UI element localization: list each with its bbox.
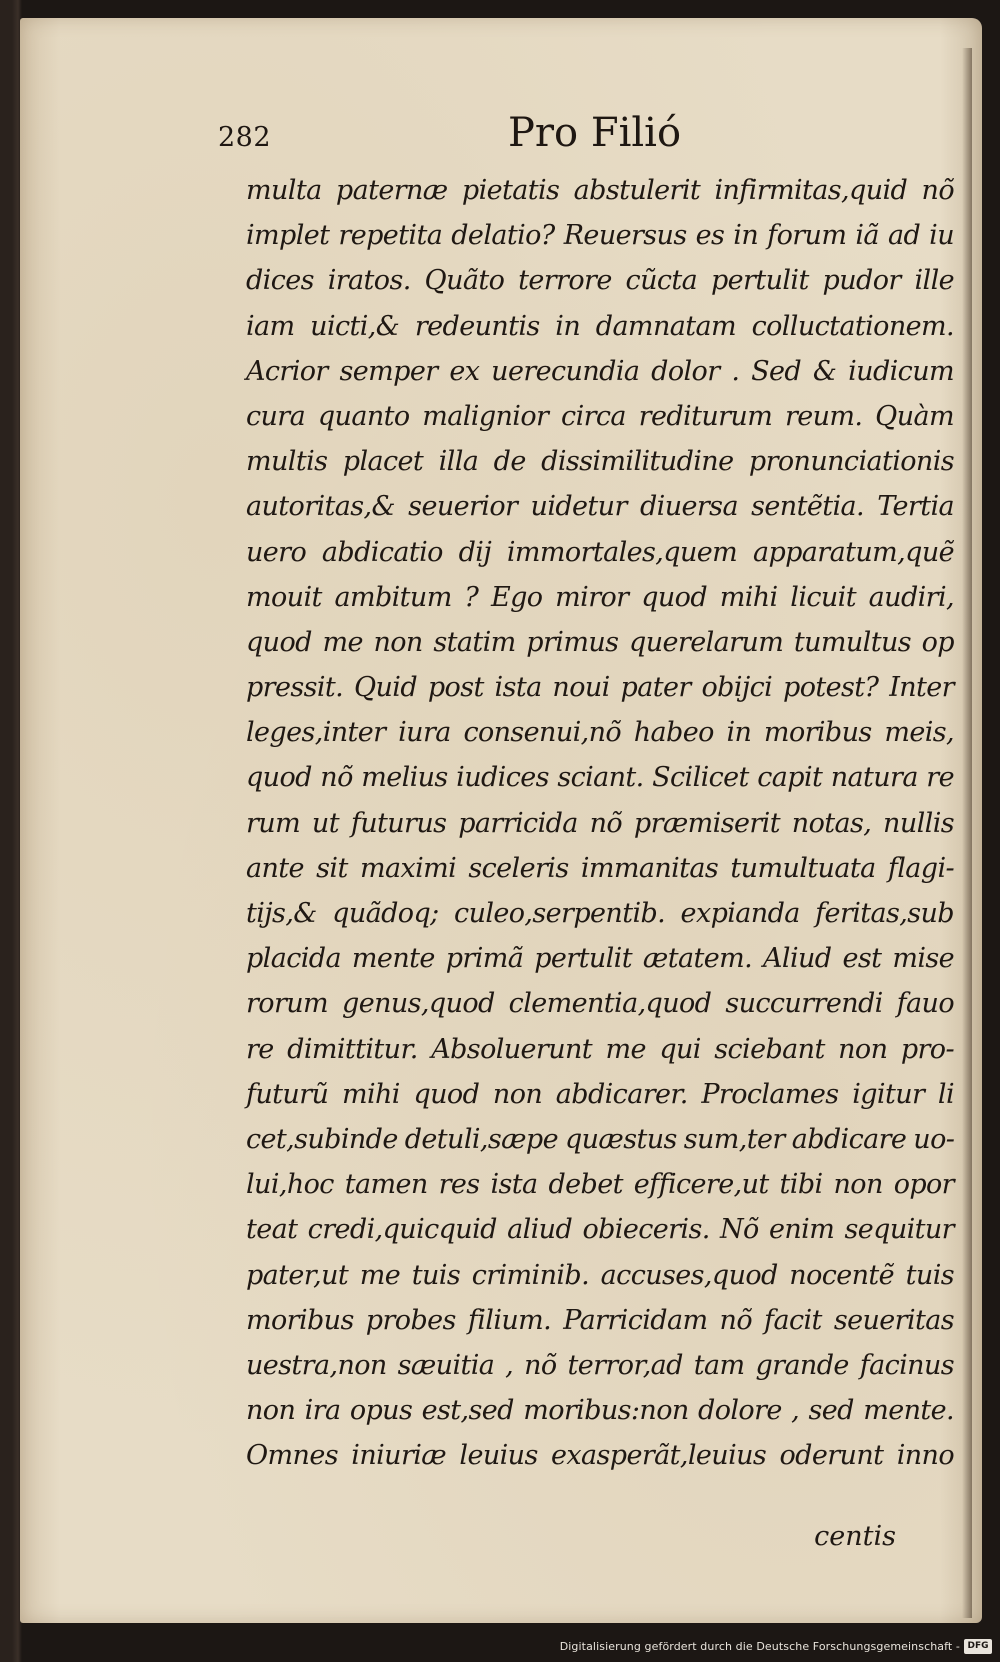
text-line: uestra,non sæuitia , nõ terror,ad tam grande facinus bbox=[246, 1349, 954, 1381]
catchword: centis bbox=[814, 1521, 896, 1552]
page-number: 282 bbox=[218, 122, 272, 153]
text-line: re dimittitur. Absoluerunt me qui sciebant non pro- bbox=[246, 1033, 954, 1065]
body-text bbox=[246, 168, 954, 1528]
text-line: multis placet illa de dissimilitudine pronunciationis bbox=[246, 446, 954, 478]
text-line: lui,hoc tamen res ista debet efficere,ut tibi non opor bbox=[246, 1169, 954, 1201]
text-line: iam uicti,& redeuntis in damnatam colluctationem. bbox=[246, 310, 954, 342]
text-line: pressit. Quid post ista noui pater obijci potest? Inter bbox=[246, 672, 954, 704]
text-line: cet,subinde detuli,sæpe quæstus sum,ter abdicare uo- bbox=[246, 1123, 955, 1155]
text-line: uero abdicatio dij immortales,quem apparatum,quẽ bbox=[246, 536, 954, 568]
text-line: cura quanto malignior circa rediturum reum. Quàm bbox=[246, 400, 954, 432]
footer-bar bbox=[0, 1636, 1000, 1662]
running-head: Pro Filió bbox=[508, 110, 682, 156]
text-line: implet repetita delatio? Reuersus es in forum iã ad iu bbox=[246, 220, 954, 252]
text-line: autoritas,& seuerior uidetur diuersa sentẽtia. Tertia bbox=[246, 491, 954, 523]
funding-credit: Digitalisierung gefördert durch die Deutsche Forschungsgemeinschaft - bbox=[559, 1640, 960, 1653]
text-line: tijs,& quãdoq; culeo,serpentib. expianda feritas,sub bbox=[246, 898, 954, 929]
text-line: Omnes iniuriæ leuius exasperãt,leuius oderunt inno bbox=[246, 1440, 954, 1472]
text-line: futurũ mihi quod non abdicarer. Proclames igitur li bbox=[246, 1078, 954, 1110]
text-line: dices iratos. Quãto terrore cũcta pertulit pudor ille bbox=[246, 265, 954, 297]
text-line: pater,ut me tuis criminib. accuses,quod nocentẽ tuis bbox=[246, 1259, 954, 1291]
text-line: leges,inter iura consenui,nõ habeo in moribus meis, bbox=[246, 717, 954, 749]
text-line: placida mente primã pertulit ætatem. Aliud est mise bbox=[246, 943, 954, 975]
text-line: ante sit maximi sceleris immanitas tumultuata flagi- bbox=[246, 852, 954, 884]
page-header bbox=[218, 110, 938, 166]
text-line: mouit ambitum ? Ego miror quod mihi licuit audiri, bbox=[246, 581, 954, 613]
dfg-logo: DFG bbox=[964, 1639, 992, 1654]
text-line: Acrior semper ex uerecundia dolor . Sed & iudicum bbox=[246, 355, 954, 387]
text-line: rum ut futurus parricida nõ præmiserit notas, nullis bbox=[246, 807, 954, 839]
text-line: quod me non statim primus querelarum tumultus op bbox=[246, 626, 954, 658]
page-edge-shadow bbox=[962, 48, 972, 1618]
text-line: non ira opus est,sed moribus:non dolore , sed mente. bbox=[246, 1395, 954, 1427]
text-line: rorum genus,quod clementia,quod succurrendi fauo bbox=[246, 988, 954, 1020]
text-line: moribus probes filium. Parricidam nõ facit seueritas bbox=[246, 1304, 954, 1336]
text-line: teat credi,quicquid aliud obieceris. Nõ enim sequitur bbox=[246, 1214, 954, 1246]
text-line: multa paternæ pietatis abstulerit infirmitas,quid nõ bbox=[246, 175, 954, 206]
book-page bbox=[20, 18, 982, 1623]
text-line: quod nõ melius iudices sciant. Scilicet capit natura re bbox=[246, 762, 954, 794]
